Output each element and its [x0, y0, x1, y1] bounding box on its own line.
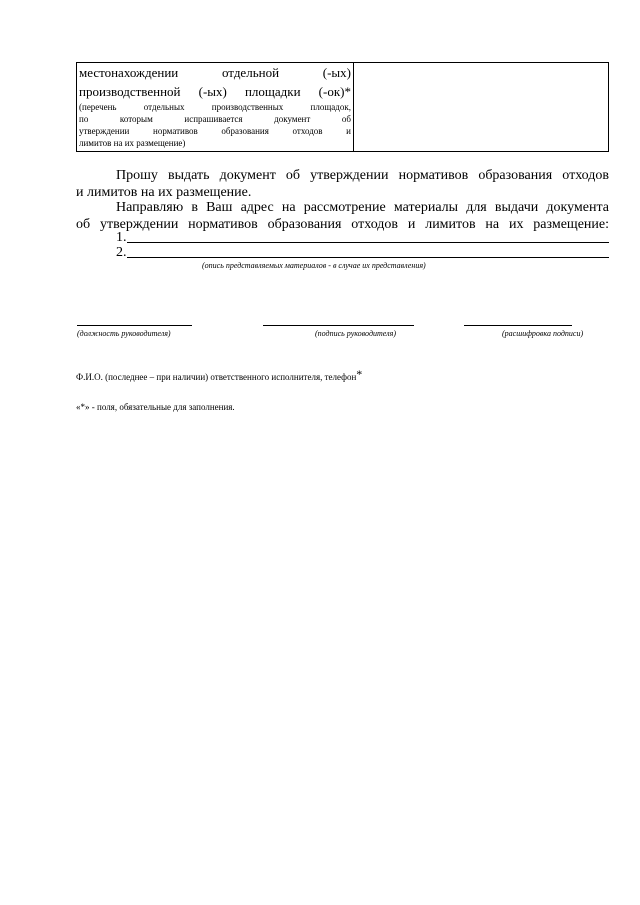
- table-left-cell: [79, 63, 351, 149]
- request-line-1: Прошу выдать документ об утверждении нормативов образования отходов: [116, 168, 609, 183]
- table-note-line-3: утверждении нормативов образования отходов и: [79, 126, 351, 136]
- material-item-2-number: 2.: [116, 245, 127, 260]
- request-paragraph: [76, 167, 609, 201]
- table-column-divider: [353, 63, 354, 151]
- material-item-2-field[interactable]: [127, 257, 609, 258]
- submission-paragraph: [76, 199, 609, 233]
- contact-label: Ф.И.О. (последнее – при наличии) ответственного исполнителя, телефон: [76, 372, 357, 382]
- transcript-caption: (расшифровка подписи): [502, 329, 584, 338]
- request-line-2: и лимитов на их размещение.: [76, 185, 252, 200]
- signature-caption: (подпись руководителя): [315, 329, 396, 338]
- table-note-line-2: по которым испрашивается документ об: [79, 114, 351, 124]
- material-item-1-number: 1.: [116, 230, 127, 245]
- material-item-1-field[interactable]: [127, 242, 609, 243]
- table-right-cell[interactable]: [355, 63, 608, 151]
- table-label-line-2: производственной (-ых) площадки (-ок)*: [79, 84, 351, 99]
- transcript-field[interactable]: [464, 325, 572, 326]
- signature-field[interactable]: [263, 325, 414, 326]
- table-note-line-1: (перечень отдельных производственных площадок,: [79, 102, 351, 112]
- materials-caption: (опись представляемых материалов - в случае их представления): [202, 261, 426, 270]
- required-fields-footnote: «*» - поля, обязательные для заполнения.: [76, 402, 235, 412]
- contact-line: [76, 369, 362, 384]
- submission-line-1: Направляю в Ваш адрес на рассмотрение материалы для выдачи документа: [116, 200, 609, 215]
- submission-line-2: об утверждении нормативов образования отходов и лимитов на их размещение:: [76, 217, 609, 232]
- position-field[interactable]: [77, 325, 192, 326]
- contact-asterisk: *: [356, 367, 363, 381]
- position-caption: (должность руководителя): [77, 329, 171, 338]
- table-note-line-4: лимитов на их размещение): [79, 138, 186, 148]
- production-sites-table: [76, 62, 609, 152]
- table-label-line-1: местонахождении отдельной (-ых): [79, 65, 351, 80]
